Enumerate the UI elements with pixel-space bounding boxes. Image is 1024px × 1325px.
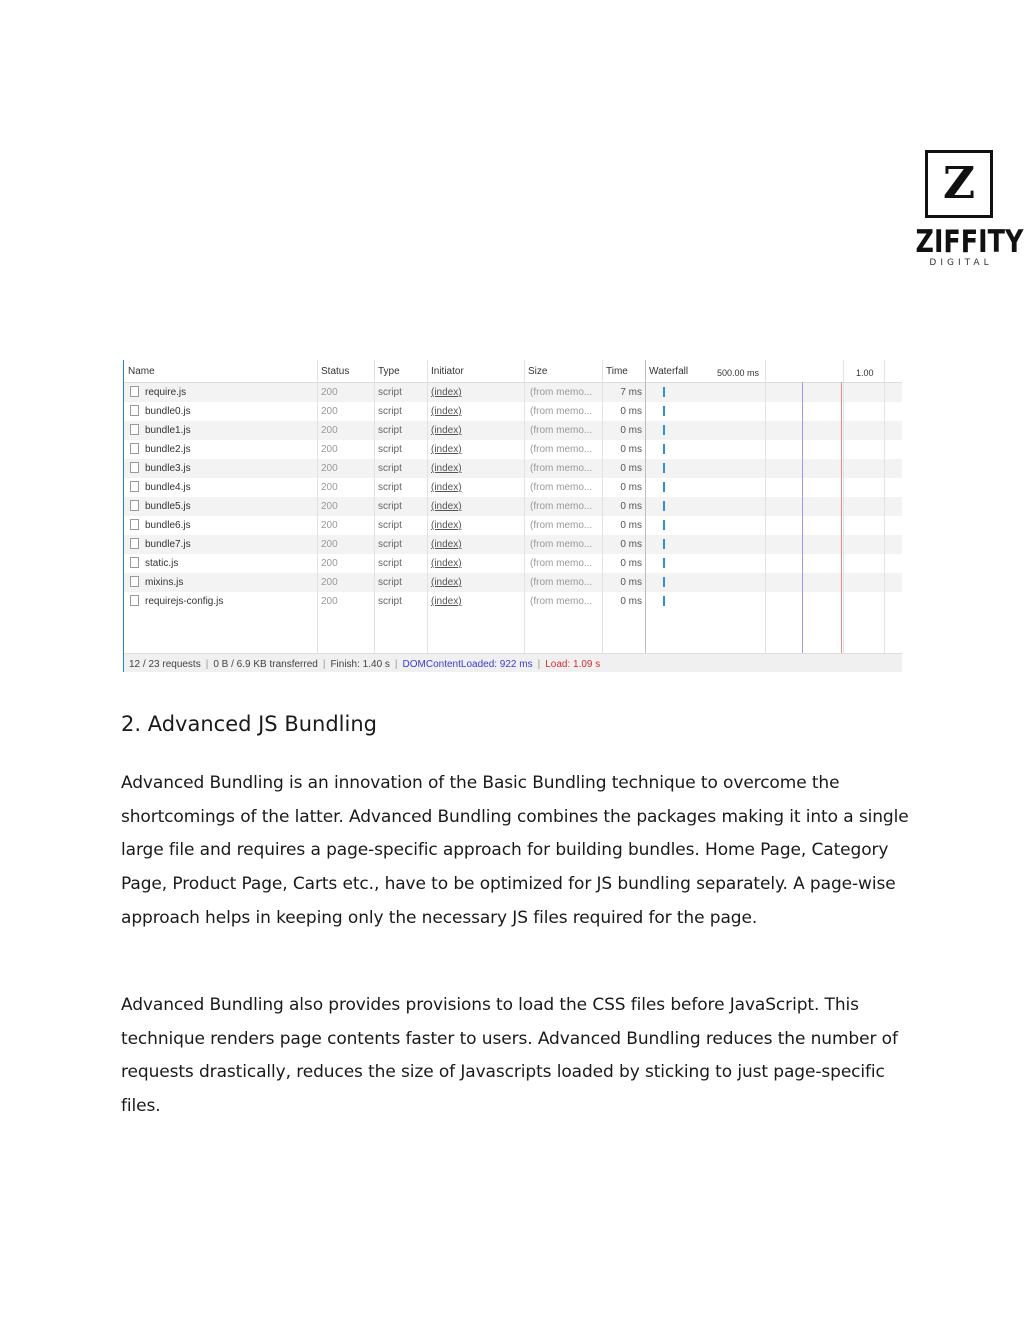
request-time: 0 ms [620,444,642,455]
initiator-link[interactable]: (index) [431,577,462,588]
status-code: 200 [321,558,338,569]
resource-size: (from memo... [530,444,593,455]
network-status-bar: 12 / 23 requests | 0 B / 6.9 KB transferred | Finish: 1.40 s | DOMContentLoaded: 922 ms | Load: 1.09 s [124,653,902,672]
waterfall-bar [663,463,665,473]
file-icon [130,424,139,435]
file-icon [130,443,139,454]
requests-count: 12 / 23 requests [129,659,201,670]
logo-subtitle: DIGITAL [929,258,993,268]
resource-type: script [378,539,402,550]
resource-type: script [378,425,402,436]
file-icon [130,462,139,473]
file-name: bundle3.js [145,463,191,474]
waterfall-bar [663,501,665,511]
file-icon [130,557,139,568]
file-name: bundle5.js [145,501,191,512]
status-code: 200 [321,387,338,398]
table-row[interactable] [124,478,902,497]
file-icon [130,595,139,606]
waterfall-bar [663,520,665,530]
finish-time: Finish: 1.40 s [330,659,390,670]
load-marker-line [841,382,842,653]
status-code: 200 [321,463,338,474]
initiator-link[interactable]: (index) [431,425,462,436]
file-name: bundle2.js [145,444,191,455]
waterfall-bar [663,482,665,492]
status-code: 200 [321,425,338,436]
file-icon [130,405,139,416]
table-row[interactable] [124,516,902,535]
initiator-link[interactable]: (index) [431,596,462,607]
file-name: bundle1.js [145,425,191,436]
logo-mark: Z [925,150,993,218]
paragraph: Advanced Bundling also provides provisions to load the CSS files before JavaScript. This technique renders page contents faster to users. Advanced Bundling reduces the number of requests drastically, reduces the size of Javascripts loaded by sticking to just page-specific files. [121,995,898,1117]
status-code: 200 [321,482,338,493]
resource-size: (from memo... [530,596,593,607]
status-code: 200 [321,520,338,531]
request-time: 0 ms [620,520,642,531]
waterfall-bar [663,387,665,397]
col-divider [524,360,525,653]
request-time: 0 ms [620,596,642,607]
initiator-link[interactable]: (index) [431,501,462,512]
waterfall-bar [663,425,665,435]
resource-type: script [378,444,402,455]
initiator-link[interactable]: (index) [431,463,462,474]
status-code: 200 [321,539,338,550]
table-row[interactable] [124,573,902,592]
col-status-header: Status [321,366,350,377]
paragraph: Advanced Bundling is an innovation of the Basic Bundling technique to overcome the shortcomings of the latter. Advanced Bundling combines the packages making it into a single large file and requires a page-specific approach for building bundles. Home Page, Category Page, Product Page, Carts etc., have to be optimized for JS bundling separately. A page-wise approach helps in keeping only the necessary JS files required for the page. [121,773,909,928]
col-initiator-header: Initiator [431,366,464,377]
network-panel-screenshot [123,360,902,672]
col-waterfall-header: Waterfall [649,366,689,377]
table-row[interactable] [124,554,902,573]
col-divider [317,360,318,653]
table-row[interactable] [124,497,902,516]
table-row[interactable] [124,440,902,459]
dom-content-loaded: DOMContentLoaded: 922 ms [402,659,533,670]
file-name: bundle7.js [145,539,191,550]
file-icon [130,500,139,511]
request-time: 0 ms [620,463,642,474]
resource-size: (from memo... [530,539,593,550]
initiator-link[interactable]: (index) [431,558,462,569]
file-name: mixins.js [145,577,184,588]
file-name: requirejs-config.js [145,596,224,607]
logo-wordmark: ZIFFITY [915,224,1024,260]
status-code: 200 [321,596,338,607]
waterfall-bar [663,444,665,454]
request-time: 7 ms [620,387,642,398]
request-time: 0 ms [620,406,642,417]
col-divider [374,360,375,653]
waterfall-tick-500: 500.00 ms [717,368,760,378]
resource-size: (from memo... [530,501,593,512]
waterfall-gridline [884,360,885,653]
file-name: bundle4.js [145,482,191,493]
initiator-link[interactable]: (index) [431,520,462,531]
col-size-header: Size [528,366,548,377]
resource-type: script [378,558,402,569]
resource-size: (from memo... [530,425,593,436]
resource-size: (from memo... [530,558,593,569]
resource-type: script [378,577,402,588]
request-time: 0 ms [620,482,642,493]
col-type-header: Type [378,366,400,377]
resource-type: script [378,406,402,417]
resource-size: (from memo... [530,406,593,417]
status-code: 200 [321,501,338,512]
table-row[interactable] [124,592,902,611]
initiator-link[interactable]: (index) [431,539,462,550]
resource-size: (from memo... [530,482,593,493]
waterfall-bar [663,558,665,568]
table-row[interactable] [124,535,902,554]
waterfall-bar [663,406,665,416]
waterfall-bar [663,596,665,606]
col-divider [602,360,603,653]
status-code: 200 [321,577,338,588]
request-time: 0 ms [620,558,642,569]
file-icon [130,538,139,549]
waterfall-bar [663,577,665,587]
status-code: 200 [321,444,338,455]
initiator-link[interactable]: (index) [431,482,462,493]
table-row[interactable] [124,402,902,421]
dcl-marker-line [802,382,803,653]
file-name: require.js [145,387,187,398]
col-name-header: Name [128,366,155,377]
resource-size: (from memo... [530,577,593,588]
file-icon [130,576,139,587]
request-time: 0 ms [620,539,642,550]
file-icon [130,481,139,492]
col-divider [427,360,428,653]
col-time-header: Time [606,366,628,377]
resource-size: (from memo... [530,387,593,398]
ziffity-logo [906,150,1024,268]
resource-size: (from memo... [530,463,593,474]
resource-type: script [378,596,402,607]
resource-type: script [378,501,402,512]
network-table-header [124,360,902,383]
file-name: bundle6.js [145,520,191,531]
resource-type: script [378,482,402,493]
request-time: 0 ms [620,425,642,436]
request-time: 0 ms [620,577,642,588]
waterfall-tick-1: 1.00 [856,368,874,378]
transferred-size: 0 B / 6.9 KB transferred [213,659,318,670]
col-divider [645,360,646,653]
table-row[interactable] [124,421,902,440]
resource-type: script [378,387,402,398]
status-code: 200 [321,406,338,417]
table-row[interactable] [124,459,902,478]
section-heading: 2. Advanced JS Bundling [121,712,377,736]
initiator-link[interactable]: (index) [431,387,462,398]
resource-size: (from memo... [530,520,593,531]
load-time: Load: 1.09 s [545,659,601,670]
file-icon [130,519,139,530]
initiator-link[interactable]: (index) [431,406,462,417]
waterfall-gridline [843,360,844,653]
file-icon [130,386,139,397]
waterfall-gridline [765,360,766,653]
file-name: static.js [145,558,179,569]
resource-type: script [378,520,402,531]
file-name: bundle0.js [145,406,191,417]
initiator-link[interactable]: (index) [431,444,462,455]
resource-type: script [378,463,402,474]
request-time: 0 ms [620,501,642,512]
waterfall-bar [663,539,665,549]
table-row[interactable] [124,383,902,402]
